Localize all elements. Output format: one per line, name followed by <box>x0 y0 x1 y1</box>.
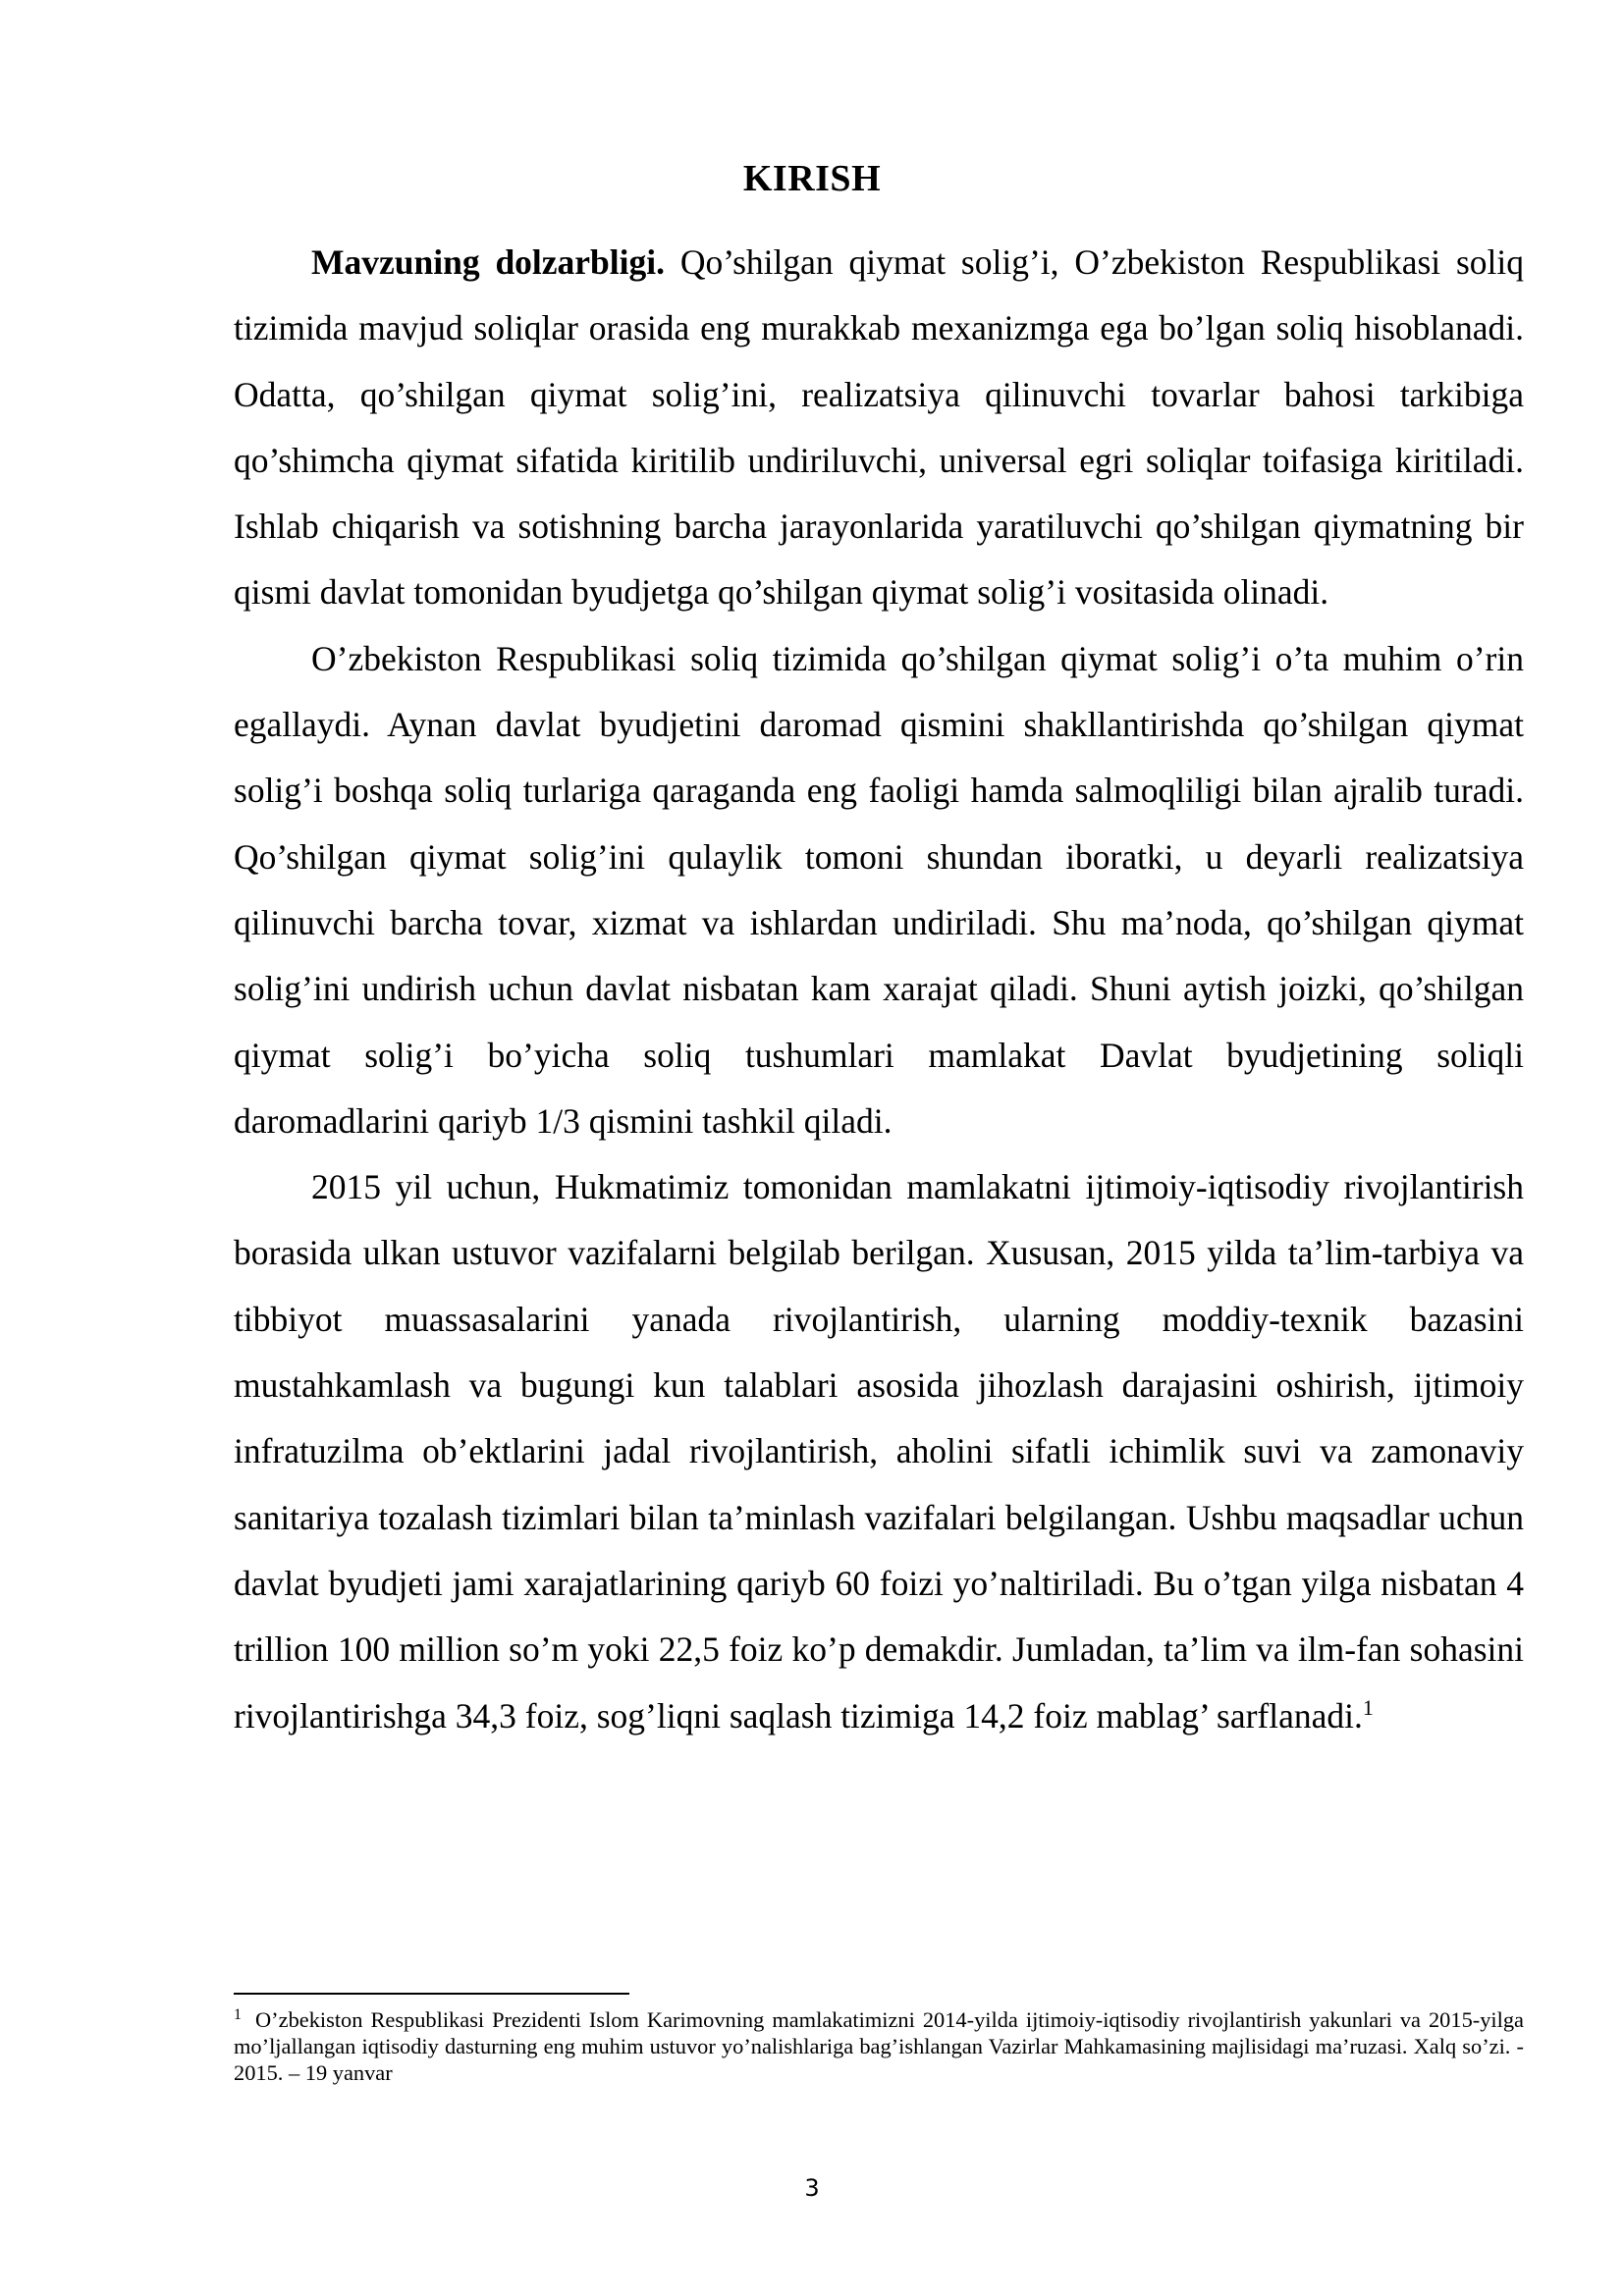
paragraph-vat-role: O’zbekiston Respublikasi soliq tizimida qo’shilgan qiymat solig’i o’ta muhim o’rin egallaydi. Aynan davlat byudjetini daromad qismini shakllantirishda qo’shilgan qiymat solig’i boshqa soliq turlariga qaraganda eng faoligi hamda salmoqliligi bilan ajralib turadi. Qo’shilgan qiymat solig’ini qulaylik tomoni shundan iboratki, u deyarli realizatsiya qilinuvchi barcha tovar, xizmat va ishlardan undiriladi. Shu ma’noda, qo’shilgan qiymat solig’ini undirish uchun davlat nisbatan kam xarajat qiladi. Shuni aytish joizki, qo’shilgan qiymat solig’i bo’yicha soliq tushumlari mamlakat Davlat byudjetining soliqli daromadlarini qariyb 1/3 qismini tashkil qiladi. <box>234 638 1524 1141</box>
page-number: 3 <box>804 2174 820 2202</box>
footnote-separator <box>234 1993 629 1995</box>
footnote-reference: 1 <box>1362 1694 1374 1720</box>
section-heading: KIRISH <box>742 158 882 199</box>
paragraph-text: 2015 yil uchun, Hukmatimiz tomonidan mamlakatni ijtimoiy-iqtisodiy rivojlantirish borasida ulkan ustuvor vazifalarni belgilab berilgan. Xususan, 2015 yilda ta’lim-tarbiya va tibbiyot muassasalarini yanada rivojlantirish, ularning moddiy-texnik bazasini mustahkamlash va bugungi kun talablari asosida jihozlash darajasini oshirish, ijtimoiy infratuzilma ob’ektlarini jadal rivojlantirish, aholini sifatli ichimlik suvi va zamonaviy sanitariya tozalash tizimlari bilan ta’minlash vazifalari belgilangan. Ushbu maqsadlar uchun davlat byudjeti jami xarajatlarining qariyb 60 foizi yo’naltiriladi. Bu o’tgan yilga nisbatan 4 trillion 100 million so’m yoki 22,5 foiz ko’p demakdir. Jumladan, ta’lim va ilm-fan sohasini rivojlantirishga 34,3 foiz, sog’liqni saqlash tizimiga 14,2 foiz mablag’ sarflanadi. <box>234 1167 1524 1735</box>
body-text <box>234 230 1524 1749</box>
footnote <box>234 2006 1524 2086</box>
paragraph-2015-tasks <box>234 1154 1524 1749</box>
paragraph-relevance <box>234 230 1524 626</box>
footnote-text: O’zbekiston Respublikasi Prezidenti Islom Karimovning mamlakatimizni 2014-yilda ijtimoiy-iqtisodiy rivojlantirish yakunlari va 2015-yilga mo’ljallangan iqtisodiy dasturning eng muhim ustuvor yo’nalishlariga bag’ishlangan Vazirlar Mahkamasining majlisidagi ma’ruzasi. Xalq so’zi. - 2015. – 19 yanvar <box>234 2007 1524 2085</box>
paragraph-lead: Mavzuning dolzarbligi. <box>311 242 666 282</box>
paragraph-text: Qo’shilgan qiymat solig’i, O’zbekiston Respublikasi soliq tizimida mavjud soliqlar orasida eng murakkab mexanizmga ega bo’lgan soliq hisoblanadi. Odatta, qo’shilgan qiymat solig’ini, realizatsiya qilinuvchi tovarlar bahosi tarkibiga qo’shimcha qiymat sifatida kiritilib undiriluvchi, universal egri soliqlar toifasiga kiritiladi. Ishlab chiqarish va sotishning barcha jarayonlarida yaratiluvchi qo’shilgan qiymatning bir qismi davlat tomonidan byudjetga qo’shilgan qiymat solig’i vositasida olinadi. <box>234 242 1525 613</box>
footnote-marker: 1 <box>234 2005 242 2023</box>
